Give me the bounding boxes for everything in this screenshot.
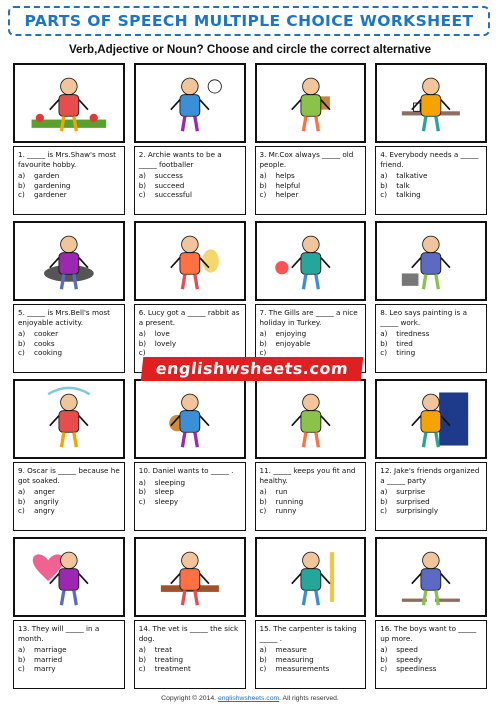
question-card [255,537,367,689]
option-a[interactable] [260,645,362,655]
question-card [134,63,246,215]
couple-hearts-icon [13,537,125,617]
question-box [13,146,125,215]
option-text: surprisingly [396,506,439,516]
question-text: 12. Jake's friends organized a _____ party [380,466,480,485]
option-text: marry [34,664,56,674]
question-text: 3. Mr.Cox always _____ old people. [259,150,354,169]
option-c[interactable] [380,506,482,516]
option-text: gardener [34,190,67,200]
option-b[interactable] [380,339,482,349]
option-letter: c) [138,496,146,506]
option-text: tiredness [396,329,430,339]
option-b[interactable] [139,655,241,665]
option-a[interactable] [18,645,120,655]
option-letter: b) [380,654,388,664]
option-text: angry [34,506,55,516]
option-letter: a) [138,329,146,339]
question-box [13,304,125,373]
question-box [255,462,367,531]
option-letter: b) [138,487,147,497]
question-card [13,379,125,531]
option-b[interactable] [380,497,482,507]
question-box [375,304,487,373]
option-c[interactable] [18,506,120,516]
question-card [375,537,487,689]
question-text: 2. Archie wants to be a _____ footballer [138,150,222,169]
question-box [13,462,125,531]
question-text: 6. Lucy got a _____ rabbit as a present. [138,308,240,327]
question-box [134,462,246,531]
option-a[interactable] [18,171,120,181]
question-box [375,620,487,689]
option-text: measurements [275,664,330,674]
question-card [255,63,367,215]
option-letter: c) [380,348,388,358]
option-b[interactable] [139,181,241,191]
option-letter: c) [138,664,146,674]
option-text: married [34,654,63,664]
option-letter: a) [380,645,388,655]
question-text: 13. They will _____ in a month. [18,624,100,643]
boy-surprise-door-icon [375,379,487,459]
option-letter: a) [259,487,267,497]
question-card [255,221,367,373]
option-letter: c) [18,348,25,358]
option-text: runny [275,506,297,516]
option-letter: a) [18,487,26,497]
woman-cooking-icon [13,221,125,301]
option-a[interactable] [380,645,482,655]
question-text: 15. The carpenter is taking _____ . [259,624,357,643]
option-text: sleepy [154,496,179,506]
option-b[interactable] [139,487,241,497]
option-text: angrily [34,496,59,506]
option-letter: b) [259,338,267,348]
option-letter: a) [380,487,388,497]
question-box [134,620,246,689]
option-letter: a) [259,329,267,339]
option-letter: b) [18,338,26,348]
option-a[interactable] [380,171,482,181]
option-text: cooks [34,338,55,348]
option-c[interactable] [380,348,482,358]
option-letter: b) [18,654,26,664]
option-a[interactable] [380,487,482,497]
option-b[interactable] [260,655,362,665]
option-text: helper [275,190,299,200]
option-letter: b) [380,338,388,348]
option-letter: c) [259,190,267,200]
option-b[interactable] [380,655,482,665]
man-running-icon [255,379,367,459]
option-text: surprised [396,496,430,506]
option-c[interactable] [18,190,120,200]
option-c[interactable] [18,664,120,674]
option-a[interactable] [139,645,241,655]
question-box [255,620,367,689]
question-text: 8. Leo says painting is a _____ work. [380,308,467,327]
option-c[interactable] [139,664,241,674]
option-text: succeed [154,180,185,190]
option-text: sleeping [154,477,186,487]
title-box [8,6,490,36]
option-letter: a) [18,171,26,181]
option-letter: b) [380,180,388,190]
option-a[interactable] [139,478,241,488]
vet-dog-icon [134,537,246,617]
option-letter: b) [138,654,147,664]
option-letter: a) [259,171,267,181]
option-text: speed [396,645,418,655]
footer-copyright: Copyright © 2014. [161,695,218,702]
option-c[interactable] [260,664,362,674]
option-c[interactable] [18,348,120,358]
question-text: 11. _____ keeps you fit and healthy. [259,466,356,485]
question-box [134,146,246,215]
option-letter: b) [259,180,267,190]
option-text: measuring [275,654,314,664]
footer-rights: . All rights reserved. [279,695,339,702]
option-text: enjoyable [275,338,311,348]
question-box [255,146,367,215]
question-card [375,63,487,215]
option-letter: c) [259,348,267,358]
instructions: Verb,Adjective or Noun? Choose and circle the correct alternative [68,43,432,56]
option-a[interactable] [260,487,362,497]
option-a[interactable] [260,329,362,339]
option-text: running [275,496,304,506]
question-card [13,63,125,215]
option-text: helpful [275,180,301,190]
option-text: talking [396,190,421,200]
question-card [134,537,246,689]
option-letter: b) [138,180,147,190]
option-letter: c) [138,348,146,358]
option-text: run [275,487,288,497]
option-letter: c) [18,190,25,200]
question-card [375,221,487,373]
question-box [375,146,487,215]
page-title: PARTS OF SPEECH MULTIPLE CHOICE WORKSHEET [24,12,474,30]
option-text: measure [275,645,307,655]
question-text: 5. _____ is Mrs.Bell's most enjoyable activity. [18,308,110,327]
option-letter: a) [18,329,26,339]
option-text: cooking [34,348,63,358]
man-helping-old-woman-icon [255,63,367,143]
option-c[interactable] [139,497,241,507]
option-c[interactable] [380,664,482,674]
option-text: helps [275,171,295,181]
option-letter: c) [18,664,25,674]
option-letter: b) [138,338,147,348]
option-a[interactable] [139,329,241,339]
question-card [134,379,246,531]
option-a[interactable] [260,171,362,181]
friends-talking-icon [375,63,487,143]
option-b[interactable] [18,655,120,665]
option-b[interactable] [18,339,120,349]
boy-football-icon [134,63,246,143]
carpenter-ruler-icon [255,537,367,617]
option-text: tiring [396,348,416,358]
footer-link[interactable]: englishwsheets.com [217,695,280,702]
option-text: successful [154,190,192,200]
option-a[interactable] [380,329,482,339]
option-text: success [154,171,183,181]
option-text: tired [396,338,413,348]
question-box [375,462,487,531]
woman-gardening-icon [13,63,125,143]
option-letter: a) [138,645,146,655]
boy-teddy-bear-icon [134,379,246,459]
question-card [13,537,125,689]
option-text: garden [34,171,60,181]
girl-soaked-icon [13,379,125,459]
option-letter: b) [380,496,388,506]
option-text: anger [34,487,55,497]
boy-painting-icon [375,221,487,301]
option-text: treating [154,654,184,664]
option-letter: a) [259,645,267,655]
option-letter: c) [138,190,146,200]
option-a[interactable] [18,487,120,497]
option-a[interactable] [139,171,241,181]
watermark: englishwsheets.com [141,357,364,381]
option-text: surprise [396,487,426,497]
option-letter: c) [18,506,25,516]
option-b[interactable] [139,339,241,349]
question-text: 1. _____ is Mrs.Shaw's most favourite hobby. [18,150,116,169]
option-letter: a) [380,171,388,181]
option-text: speediness [396,664,437,674]
option-letter: c) [380,664,388,674]
option-letter: c) [380,190,388,200]
question-card [134,221,246,373]
option-letter: c) [259,664,267,674]
option-letter: a) [138,477,146,487]
option-b[interactable] [260,339,362,349]
question-card [255,379,367,531]
option-letter: b) [18,180,26,190]
option-text: sleep [154,487,174,497]
option-b[interactable] [260,181,362,191]
option-text: treat [154,645,173,655]
girl-rabbit-icon [134,221,246,301]
question-card [375,379,487,531]
option-a[interactable] [18,329,120,339]
option-b[interactable] [18,497,120,507]
boys-skateboard-icon [375,537,487,617]
option-letter: b) [259,496,267,506]
option-text: love [154,329,170,339]
option-text: treatment [154,664,191,674]
option-text: marriage [34,645,67,655]
option-text: lovely [154,338,177,348]
option-letter: b) [259,654,267,664]
question-text: 4. Everybody needs a _____ friend. [380,150,479,169]
option-text: talkative [396,171,428,181]
option-text: talk [396,180,410,190]
option-c[interactable] [139,190,241,200]
option-c[interactable] [260,506,362,516]
option-text: enjoying [275,329,307,339]
question-text: 7. The Gills are _____ a nice holiday in Turkey. [259,308,358,327]
option-letter: a) [18,645,26,655]
option-text: speedy [396,654,423,664]
option-text: cooker [34,329,59,339]
option-c[interactable] [260,190,362,200]
option-letter: a) [380,329,388,339]
option-letter: c) [259,506,267,516]
option-b[interactable] [380,181,482,191]
option-b[interactable] [260,497,362,507]
option-c[interactable] [380,190,482,200]
option-letter: c) [380,506,388,516]
question-text: 16. The boys want to _____ up more. [380,624,477,643]
question-box [13,620,125,689]
question-text: 9. Oscar is _____ because he got soaked. [18,466,120,485]
option-letter: a) [138,171,146,181]
question-text: 14. The vet is _____ the sick dog. [138,624,239,643]
option-b[interactable] [18,181,120,191]
question-card [13,221,125,373]
option-letter: b) [18,496,26,506]
option-text: gardening [34,180,71,190]
family-holiday-icon [255,221,367,301]
question-text: 10. Daniel wants to _____ . [138,466,234,475]
footer [0,695,500,702]
